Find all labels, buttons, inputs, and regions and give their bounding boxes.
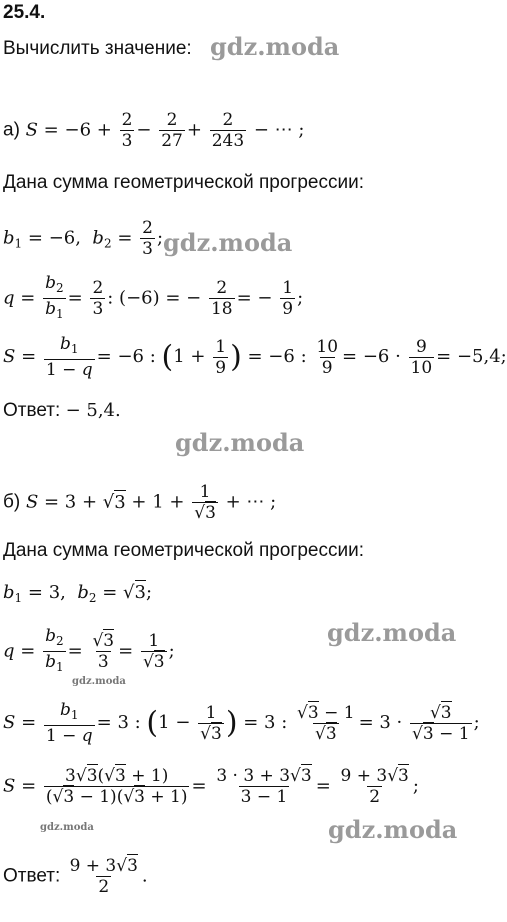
part-a-ratio: q = $\frac{b_2}{b_1}$ = $\frac{2}{3}$ : (−6) = − $\frac{2}{18}$ = − $\frac{1}{9}$ ;: [3, 273, 303, 324]
part-a-answer: Ответ: − 5,4.: [3, 400, 121, 421]
part-b-ratio: q = $\frac{b_2}{b_1}$ = $\frac{√3}{3}$ = $\frac{1}{√3}$ ;: [3, 626, 175, 677]
watermark: gdz.moda: [40, 822, 94, 833]
part-b-intro: Дана сумма геометрической прогрессии:: [3, 540, 364, 561]
part-a-intro: Дана сумма геометрической прогрессии:: [3, 172, 364, 193]
watermark: gdz.moda: [163, 228, 293, 257]
part-b-answer: Ответ: $\frac{9 + 3√3}{2}$ .: [3, 856, 148, 897]
watermark: gdz.moda: [72, 676, 126, 687]
part-b-sum-formula-2: S = $\frac{3√3(√3 + 1)}{(√3 - 1)(√3 + 1)}$ = $\frac{3 \cdot 3 + 3√3}{3 - 1}$ = $\frac{9 + 3√3}{2}$ ;: [3, 766, 419, 807]
watermark: gdz.moda: [175, 428, 305, 457]
part-b-sum-formula-1: S = $\frac{b_1}{1 - q}$ = 3 : (1 − $\frac{1}{√3}$ ) = 3 : $\frac{√3 - 1}{√3}$ = 3 · $\frac{√3}{√3 - 1}$ ;: [3, 700, 480, 746]
problem-number: 25.4.: [3, 2, 46, 23]
part-a-sum: а) S = −6 + $\frac{2}{3}$ − $\frac{2}{27}$ + $\frac{2}{243}$ − ⋯ ;: [3, 110, 305, 151]
part-a-terms: $b_1 = -6$, $b_2$ = $\frac{2}{3}$ ;: [3, 218, 164, 259]
watermark: gdz.moda: [327, 618, 457, 647]
watermark: gdz.moda: [210, 32, 340, 61]
task-text: Вычислить значение:: [3, 38, 192, 59]
part-b-sum: б) S = 3 + √3 + 1 + $\frac{1}{√3}$ + ⋯ ;: [3, 482, 277, 523]
part-a-sum-formula: S = $\frac{b_1}{1 - q}$ = −6 : (1 + $\frac{1}{9}$ ) = −6 : $\frac{10}{9}$ = −6 · $\frac{9}{10}$ = −5,4;: [3, 334, 507, 380]
part-b-terms: $b_1 = 3$, $b_2 = √3$;: [3, 582, 153, 605]
watermark: gdz.moda: [328, 815, 458, 844]
